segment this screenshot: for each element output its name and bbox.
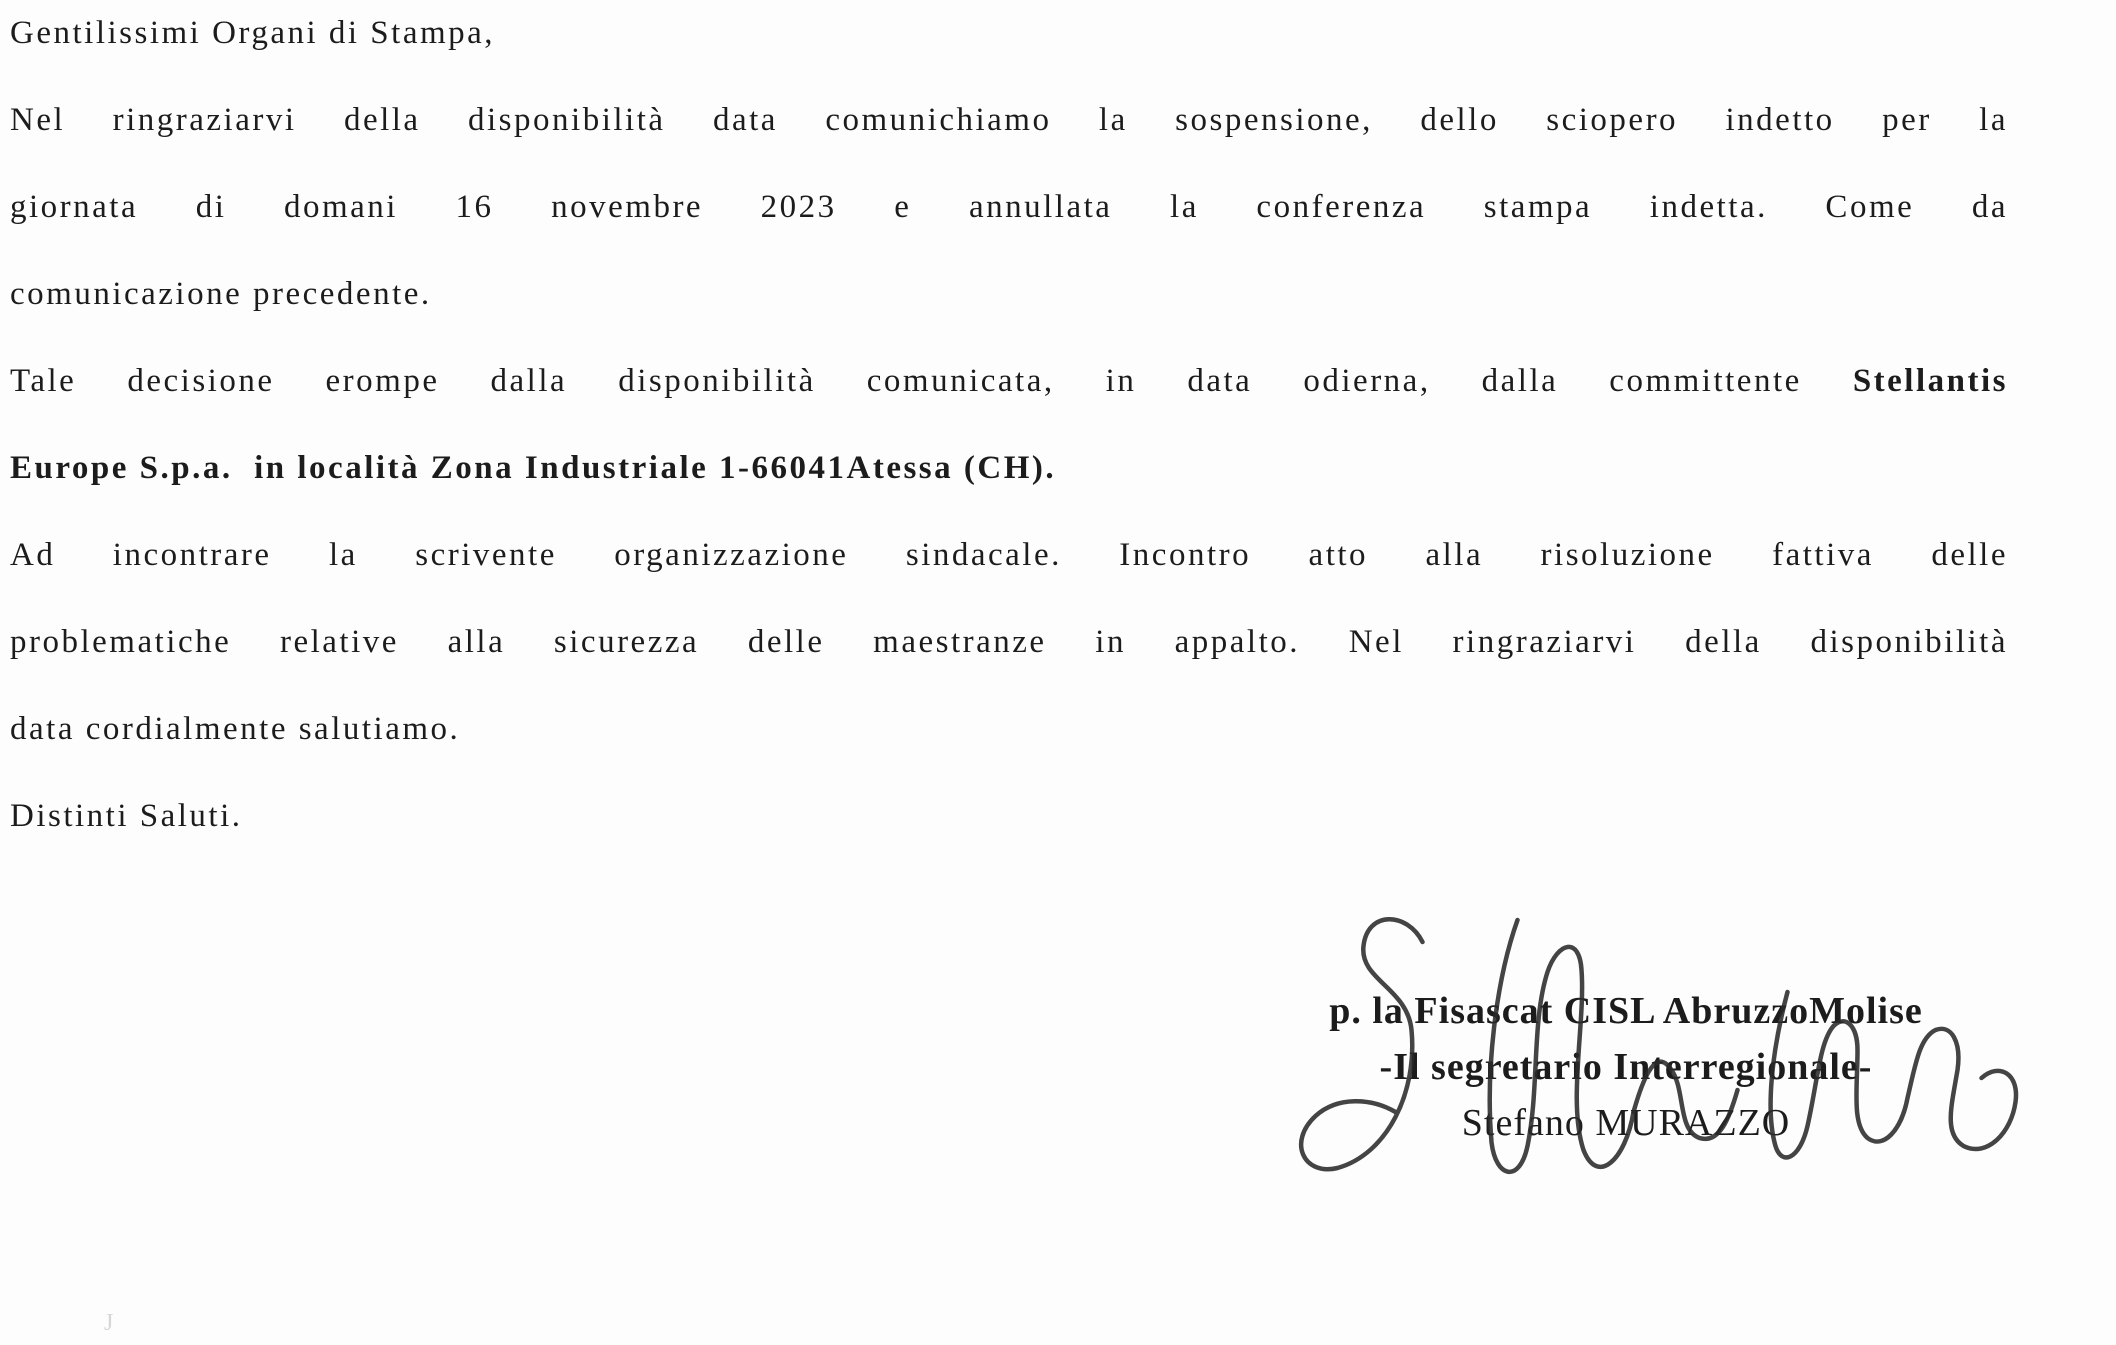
body-line-5-bold: Europe S.p.a. in località Zona Industriale 1-66041Atessa (CH). xyxy=(10,450,1057,486)
body-line-7: problematiche relative alla sicurezza delle maestranze in appalto. Nel ringraziarvi della disponibilità xyxy=(10,624,2008,660)
signature-block xyxy=(1236,983,2016,1151)
scan-artifact: J xyxy=(104,1310,114,1336)
body-line-1: Nel ringraziarvi della disponibilità data comunichiamo la sospensione, dello sciopero indetto per la xyxy=(10,102,2008,138)
letter-body xyxy=(10,0,2008,860)
company-name-bold: Stellantis xyxy=(1852,363,2008,399)
signature-role: -Il segretario Interregionale- xyxy=(1379,1046,1873,1088)
body-line-3: comunicazione precedente. xyxy=(10,276,432,312)
body-line-2: giornata di domani 16 novembre 2023 e annullata la conferenza stampa indetta. Come da xyxy=(10,189,2008,225)
signature-name: Stefano MURAZZO xyxy=(1461,1102,1791,1144)
body-line-6: Ad incontrare la scrivente organizzazione sindacale. Incontro atto alla risoluzione fattiva delle xyxy=(10,537,2008,573)
signature-org: p. la Fisascat CISL AbruzzoMolise xyxy=(1329,990,1923,1032)
salutation-line: Gentilissimi Organi di Stampa, xyxy=(10,15,496,51)
closing-line: Distinti Saluti. xyxy=(10,798,243,834)
body-text-normal: Tale decisione erompe dalla disponibilità comunicata, in data odierna, dalla committente xyxy=(10,363,1853,399)
body-line-8: data cordialmente salutiamo. xyxy=(10,711,461,747)
body-line-4 xyxy=(10,338,2008,425)
